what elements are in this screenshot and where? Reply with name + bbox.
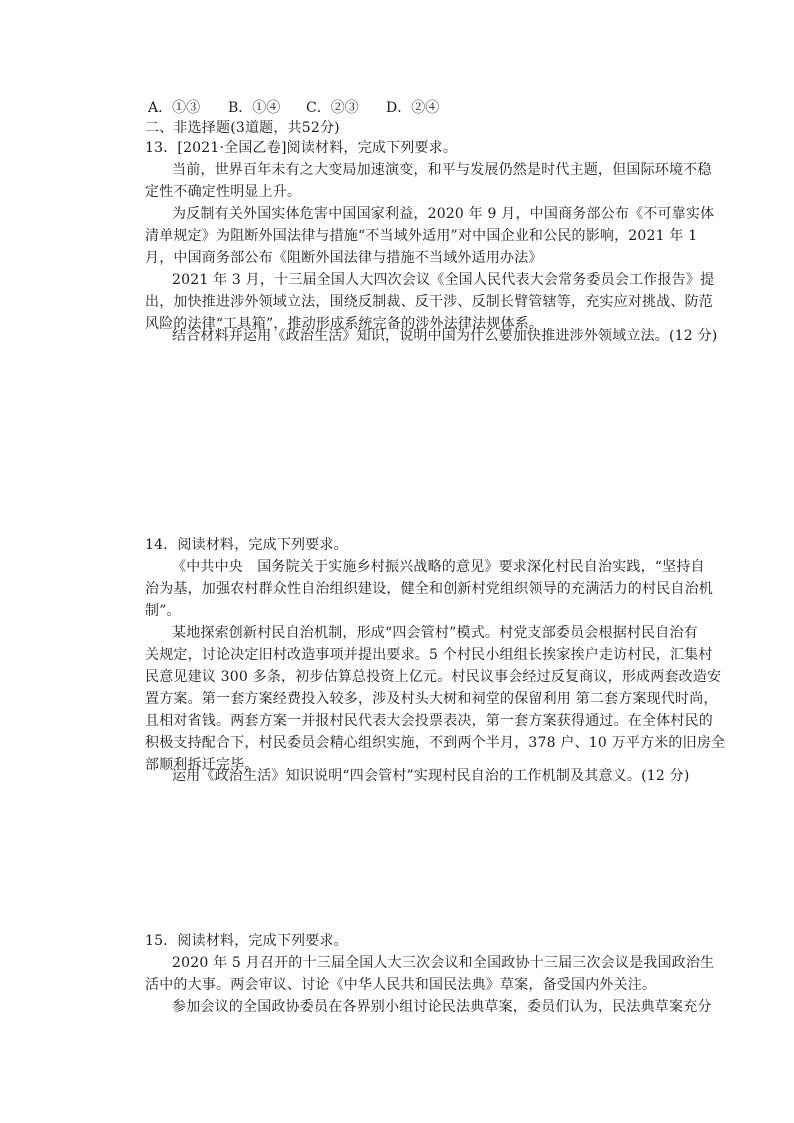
q13-p2-line: 月，中国商务部公布《阻断外国法律与措施不当域外适用办法》 bbox=[145, 250, 543, 266]
q14-header: 14．阅读材料，完成下列要求。 bbox=[145, 537, 348, 553]
q13-p1-line: 当前，世界百年未有之大变局加速演变，和平与发展仍然是时代主题，但国际环境不稳 bbox=[172, 162, 712, 178]
q13-p1-line: 定性不确定性明显上升。 bbox=[145, 184, 302, 200]
choice-c: C．②③ bbox=[306, 100, 359, 116]
q14-p1-line: 治为基，加强农村群众性自治组织建设，健全和创新村党组织领导的充满活力的村民自治机 bbox=[145, 581, 713, 597]
q14-p2-line: 置方案。第一套方案经费投入较多，涉及村头大树和祠堂的保留利用 第二套方案现代时尚， bbox=[145, 691, 718, 707]
q14-p2-line: 某地探索创新村民自治机制，形成“四会管村”模式。村党支部委员会根据村民自治有 bbox=[172, 625, 698, 641]
section-title: 二、非选择题(3道题，共52分) bbox=[145, 120, 340, 136]
q14-p1-line: 制”。 bbox=[145, 603, 181, 619]
q13-p2-line: 为反制有关外国实体危害中国国家利益，2020 年 9 月，中国商务部公布《不可靠实体 bbox=[172, 206, 715, 222]
q13-p2-line: 清单规定》为阻断外国法律与措施“不当域外适用”对中国企业和公民的影响，2021 年 1 bbox=[145, 228, 698, 244]
q13-header: 13．[2021·全国乙卷]阅读材料，完成下列要求。 bbox=[145, 140, 458, 156]
q14-p2-line: 关规定，讨论决定旧村改造事项并提出要求。5 个村民小组组长挨家挨户走访村民，汇集村 bbox=[145, 647, 713, 663]
q15-header: 15．阅读材料，完成下列要求。 bbox=[145, 933, 348, 949]
answer-choices bbox=[148, 99, 439, 117]
q13-p3-line: 出，加快推进涉外领域立法，围绕反制裁、反干涉、反制长臂管辖等，充实应对挑战、防范 bbox=[145, 294, 713, 310]
q15-p1-line: 2020 年 5 月召开的十三届全国人大三次会议和全国政协十三届三次会议是我国政治生 bbox=[172, 955, 715, 971]
q14-p2-line: 部顺利拆迁完毕。 bbox=[145, 757, 259, 773]
q14-task: 运用《政治生活》知识说明“四会管村”实现村民自治的工作机制及其意义。(12 分) bbox=[172, 768, 690, 784]
q14-p2-line: 积极支持配合下，村民委员会精心组织实施，不到两个半月，378 户、10 万平方米的旧房全 bbox=[145, 735, 726, 751]
q14-p2-line: 且相对省钱。两套方案一并报村民代表大会投票表决，第一套方案获得通过。在全体村民的 bbox=[145, 713, 713, 729]
choice-d: D．②④ bbox=[386, 100, 440, 116]
q14-p2-line: 民意见建议 300 多条，初步估算总投资上亿元。村民议事会经过反复商议，形成两套改造安 bbox=[145, 669, 722, 685]
choice-b: B．①④ bbox=[228, 100, 281, 116]
q15-p1-line: 活中的大事。两会审议、讨论《中华人民共和国民法典》草案，备受国内外关注。 bbox=[145, 977, 657, 993]
q13-p3-line: 风险的法律“工具箱”，推动形成系统完备的涉外法律法规体系。 bbox=[145, 316, 544, 332]
q15-p2-line: 参加会议的全国政协委员在各界别小组讨论民法典草案，委员们认为，民法典草案充分 bbox=[172, 999, 712, 1015]
q13-p3-line: 2021 年 3 月，十三届全国人大四次会议《全国人民代表大会常务委员会工作报告》提 bbox=[172, 272, 715, 288]
q13-task: 结合材料并运用《政治生活》知识，说明中国为什么要加快推进涉外领域立法。(12 分) bbox=[172, 328, 718, 344]
choice-a: A．①③ bbox=[148, 100, 201, 116]
q14-p1-line: 《中共中央 国务院关于实施乡村振兴战略的意见》要求深化村民自治实践，“坚持自 bbox=[172, 559, 705, 575]
